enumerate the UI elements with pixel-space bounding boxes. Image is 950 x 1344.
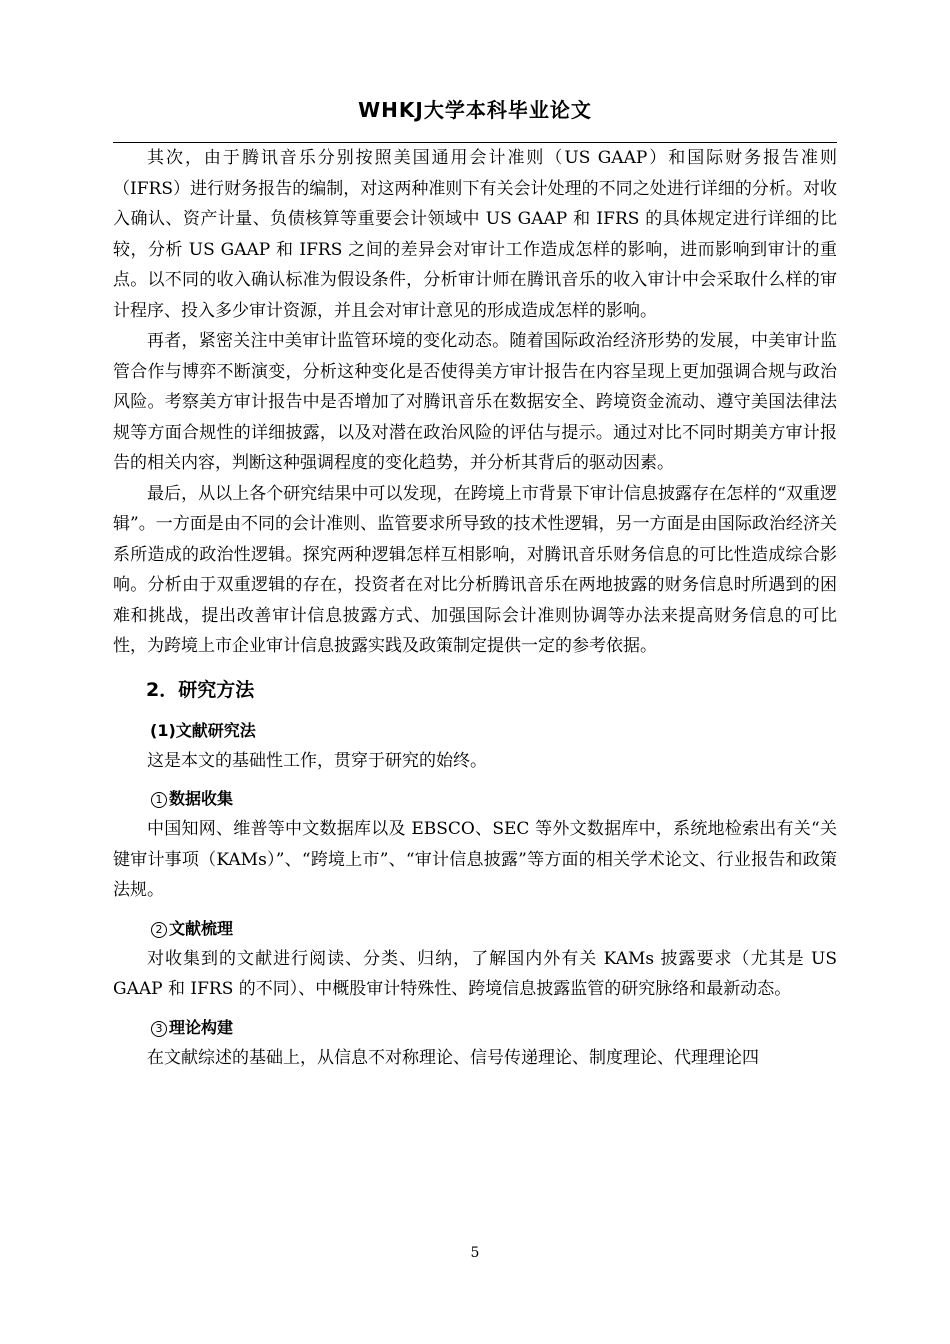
paragraph-theory-building: 在文献综述的基础上，从信息不对称理论、信号传递理论、制度理论、代理理论四: [147, 1047, 759, 1068]
paragraph-accounting-standards: 其次，由于腾讯音乐分别按照美国通用会计准则（US GAAP）和国际财务报告准则（IFRS）进行财务报告的编制，对这两种准则下有关会计处理的不同之处进行详细的分析。对收入确认、资产计量、负债核算等重要会计领域中 US GAAP 和 IFRS 的具体规定进行详细的比较，分析 US GAAP 和 IFRS 之间的差异会对审计工作造成怎样的影响，进而影响到审计的重点。以不同的收入确认标准为假设条件，分析审计师在腾讯音乐的收入审计中会采取什么样的审计程序、投入多少审计资源，并且会对审计意见的形成造成怎样的影响。: [113, 148, 837, 321]
sub-heading-literature-research: (1)文献研究法: [150, 720, 256, 740]
item-heading-literature-review: [113, 914, 837, 944]
body-text: [113, 143, 837, 1073]
item-title: 理论构建: [169, 1017, 234, 1037]
item-title: 数据收集: [169, 789, 234, 808]
paragraph-regulatory-environment: 再者，紧密关注中美审计监管环境的变化动态。随着国际政治经济形势的发展，中美审计监管合作与博弈不断演变，分析这种变化是否使得美方审计报告在内容呈现上更加强调合规与政治风险。考察美方审计报告中是否增加了对腾讯音乐在数据安全、跨境资金流动、遵守美国法律法规等方面合规性的详细披露，以及对潜在政治风险的评估与提示。通过对比不同时期美方审计报告的相关内容，判断这种强调程度的变化趋势，并分析其背后的驱动因素。: [113, 331, 837, 473]
item-heading-data-collection: [113, 784, 837, 814]
circled-number-2: 2: [151, 922, 167, 938]
circled-number-3: 3: [151, 1021, 167, 1037]
item-heading-theory-building: [113, 1013, 837, 1043]
paragraph-literature-intro: 这是本文的基础性工作，贯穿于研究的始终。: [147, 750, 487, 771]
circled-number-1: 1: [151, 792, 167, 808]
paragraph-dual-logic: 最后，从以上各个研究结果中可以发现，在跨境上市背景下审计信息披露存在怎样的“双重逻辑”。一方面是由不同的会计准则、监管要求所导致的技术性逻辑，另一方面是由国际政治经济关系所造成的政治性逻辑。探究两种逻辑怎样互相影响，对腾讯音乐财务信息的可比性造成综合影响。分析由于双重逻辑的存在，投资者在对比分析腾讯音乐在两地披露的财务信息时所遇到的困难和挑战，提出改善审计信息披露方式、加强国际会计准则协调等办法来提高财务信息的可比性，为跨境上市企业审计信息披露实践及政策制定提供一定的参考依据。: [113, 483, 837, 656]
page-header-title: WHKJ大学本科毕业论文: [358, 98, 592, 122]
paragraph-literature-review: 对收集到的文献进行阅读、分类、归纳，了解国内外有关 KAMs 披露要求（尤其是 US GAAP 和 IFRS 的不同）、中概股审计特殊性、跨境信息披露监管的研究脉络和最新动态。: [113, 948, 837, 999]
section-heading: 2．研究方法: [146, 678, 255, 701]
item-title: 文献梳理: [169, 918, 234, 938]
paragraph-data-collection: 中国知网、维普等中文数据库以及 EBSCO、SEC 等外文数据库中，系统地检索出有关“关键审计事项（KAMs）”、“跨境上市”、“审计信息披露”等方面的相关学术论文、行业报告和政策法规。: [113, 819, 837, 900]
page-number: 5: [470, 1245, 480, 1261]
